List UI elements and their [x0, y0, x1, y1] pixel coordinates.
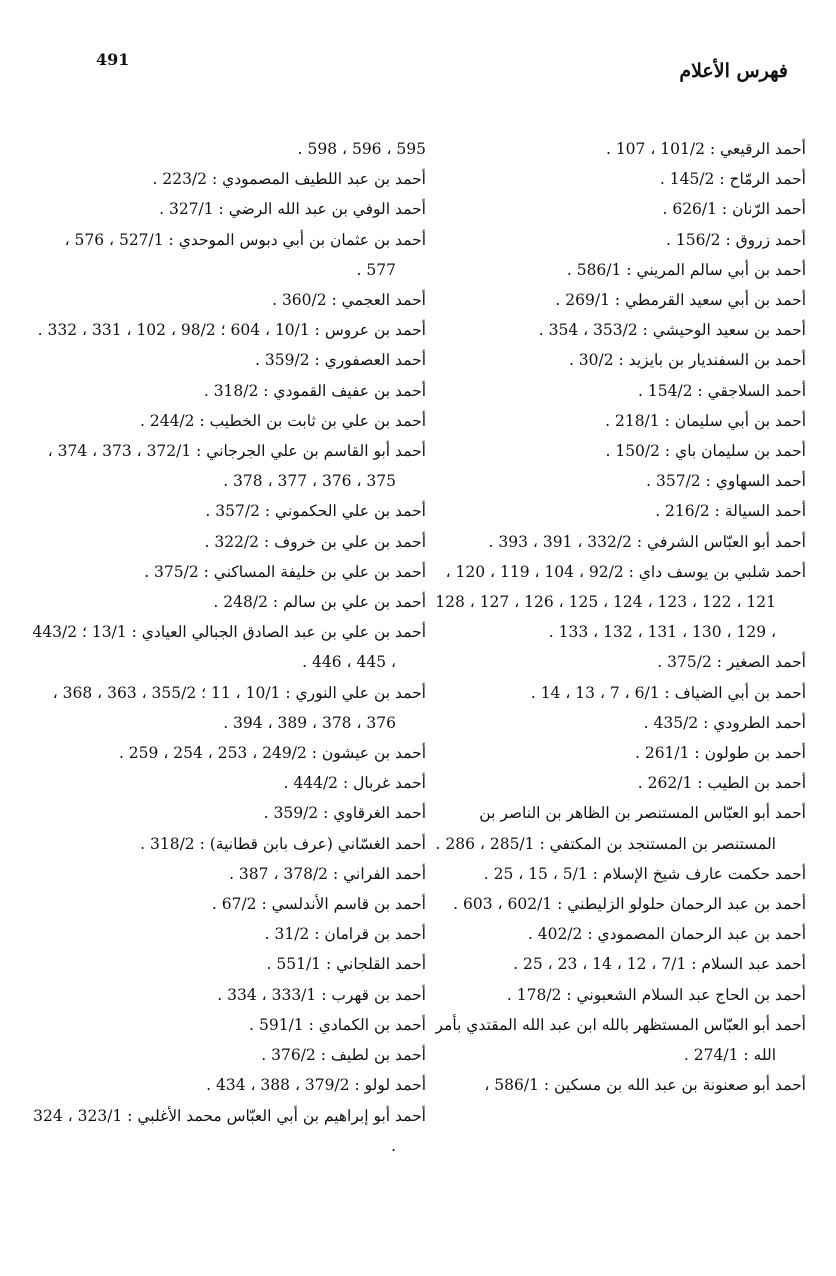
index-entry: أحمد بن علي بن سالم : 248/2 .	[213, 593, 426, 612]
index-entry: أحمد لولو : 379/2 ، 388 ، 434 .	[206, 1076, 426, 1095]
index-entry: أحمد القلجاني : 551/1 .	[266, 955, 426, 974]
index-entry: أحمد بن الحاج عبد السلام الشعبوني : 178/2 .	[506, 985, 806, 1004]
index-entry: أحمد بن علي بن خليفة المساكني : 375/2 .	[144, 562, 426, 581]
index-entry: أحمد بن قرامان : 31/2 .	[264, 925, 426, 944]
index-entry: أحمد بن عروس : 10/1 ، 604 ؛ 98/2 ، 102 ، 331 ، 332 .	[37, 321, 426, 340]
index-entry: أحمد الصغير : 375/2 .	[657, 653, 806, 672]
index-entry: أحمد الوفي بن عبد الله الرضي : 327/1 .	[159, 200, 426, 219]
index-entry: أحمد الرّنان : 626/1 .	[662, 200, 806, 219]
index-entry: أحمد أبو العبّاس المستنصر بن الظاهر بن الناصر بن المستنصر بن المستنجد بن المكتفي : 285/1 ، 286 .	[435, 804, 806, 853]
index-entry: أحمد الغرقاوي : 359/2 .	[263, 804, 426, 823]
index-entry: أحمد بن الكمادي : 591/1 .	[249, 1015, 426, 1034]
index-entry: أحمد شلبي بن يوسف داي : 92/2 ، 104 ، 119 ، 120 ، 121 ، 122 ، 123 ، 124 ، 125 ، 126 ، 127 ، 128 ، 129 ، 130 ، 131 ، 132 ، 133 .	[435, 562, 806, 642]
index-entry: أحمد أبو القاسم بن علي الجرجاني : 372/1 ، 373 ، 374 ، 375 ، 376 ، 377 ، 378 .	[47, 442, 426, 491]
index-entry: أحمد بن عبد اللطيف المصمودي : 223/2 .	[152, 170, 426, 189]
index-entry: أحمد غربال : 444/2 .	[283, 774, 426, 793]
index-entry: أحمد بن علي بن ثابت بن الخطيب : 244/2 .	[139, 411, 426, 430]
index-entry: أحمد بن عبد الرحمان حلولو الزليطني : 602/1 ، 603 .	[453, 895, 806, 914]
index-entry: أحمد بن علي الحكموني : 357/2 .	[205, 502, 426, 521]
index-entry: أحمد السيالة : 216/2 .	[655, 502, 806, 521]
index-entry: أحمد زروق : 156/2 .	[665, 230, 806, 249]
index-entry: أحمد أبو العبّاس المستظهر بالله ابن عبد الله المقتدي بأمر الله : 274/1 .	[435, 1015, 806, 1065]
running-title: فهرس الأعلام	[679, 60, 788, 82]
index-entry: أحمد بن أبي الضياف : 6/1 ، 7 ، 13 ، 14 .	[530, 683, 806, 702]
index-entry: أحمد العصفوري : 359/2 .	[255, 351, 426, 370]
index-entry: أحمد بن طولون : 261/1 .	[634, 744, 806, 763]
index-entry: أحمد حكمت عارف شيخ الإسلام : 5/1 ، 15 ، 25 .	[483, 864, 806, 883]
index-entry: أحمد بن سعيد الوحيشي : 353/2 ، 354 .	[538, 321, 806, 340]
index-entry: أحمد بن أبي سليمان : 218/1 .	[605, 411, 806, 430]
index-entry: أحمد بن لطيف : 376/2 .	[261, 1046, 426, 1065]
index-entry: أحمد الغسّاني (عرف بابن قطانية) : 318/2 .	[140, 834, 426, 853]
index-column-right	[426, 134, 806, 1101]
index-entry: أحمد بن عيشون : 249/2 ، 253 ، 254 ، 259 .	[118, 744, 426, 763]
index-entry: أحمد بن علي النوري : 10/1 ، 11 ؛ 355/2 ، 363 ، 368 ، 376 ، 378 ، 389 ، 394 .	[52, 683, 426, 732]
index-entry: أحمد بن قاسم الأندلسي : 67/2 .	[211, 895, 426, 914]
index-entry: أحمد الفراني : 378/2 ، 387 .	[229, 864, 426, 883]
index-entry: أحمد بن الطيب : 262/1 .	[637, 774, 806, 793]
index-entry: أحمد بن قهرب : 333/1 ، 334 .	[217, 985, 426, 1004]
index-entry: أحمد الرمّاح : 145/2 .	[659, 170, 806, 189]
index-entry: أحمد أبو صعنونة بن عبد الله بن مسكين : 586/1 ،	[484, 1076, 806, 1095]
index-entry: أحمد عبد السلام : 7/1 ، 12 ، 14 ، 23 ، 25 .	[513, 955, 806, 974]
index-entry: أحمد السلاجقي : 154/2 .	[638, 381, 806, 400]
index-entry: أحمد بن علي بن عبد الصادق الجبالي العيادي : 13/1 ؛ 443/2 ، 445 ، 446 .	[32, 623, 426, 672]
index-entry: أحمد العجمي : 360/2 .	[272, 291, 426, 310]
index-entry: أحمد الطرودي : 435/2 .	[643, 713, 806, 732]
index-entry: أحمد بن أبي سالم المريني : 586/1 .	[566, 260, 806, 279]
page-number: 491	[96, 50, 130, 69]
index-entry: 595 ، 596 ، 598 .	[297, 140, 426, 158]
index-entry: أحمد بن عفيف القمودي : 318/2 .	[203, 381, 426, 400]
index-entry: أحمد أبو إبراهيم بن أبي العبّاس محمد الأغلبي : 323/1 ، 324 .	[33, 1106, 426, 1155]
index-entry: أحمد بن سليمان باي : 150/2 .	[605, 442, 806, 461]
index-entry: أحمد بن علي بن خروف : 322/2 .	[204, 532, 426, 551]
index-entry: أحمد أبو العبّاس الشرفي : 332/2 ، 391 ، 393 .	[488, 532, 806, 551]
index-entry: أحمد السهاوي : 357/2 .	[646, 472, 806, 491]
index-entry: أحمد بن أبي سعيد القرمطي : 269/1 .	[555, 291, 806, 310]
index-entry: أحمد الرقيعي : 101/2 ، 107 .	[605, 140, 806, 158]
index-entry: أحمد بن عبد الرحمان المصمودي : 402/2 .	[527, 925, 806, 944]
index-column-left	[31, 134, 426, 1161]
index-entry: أحمد بن السفنديار بن بايزيد : 30/2 .	[568, 351, 806, 370]
index-entry: أحمد بن عثمان بن أبي دبوس الموحدي : 527/1 ، 576 ، 577 .	[64, 230, 426, 279]
